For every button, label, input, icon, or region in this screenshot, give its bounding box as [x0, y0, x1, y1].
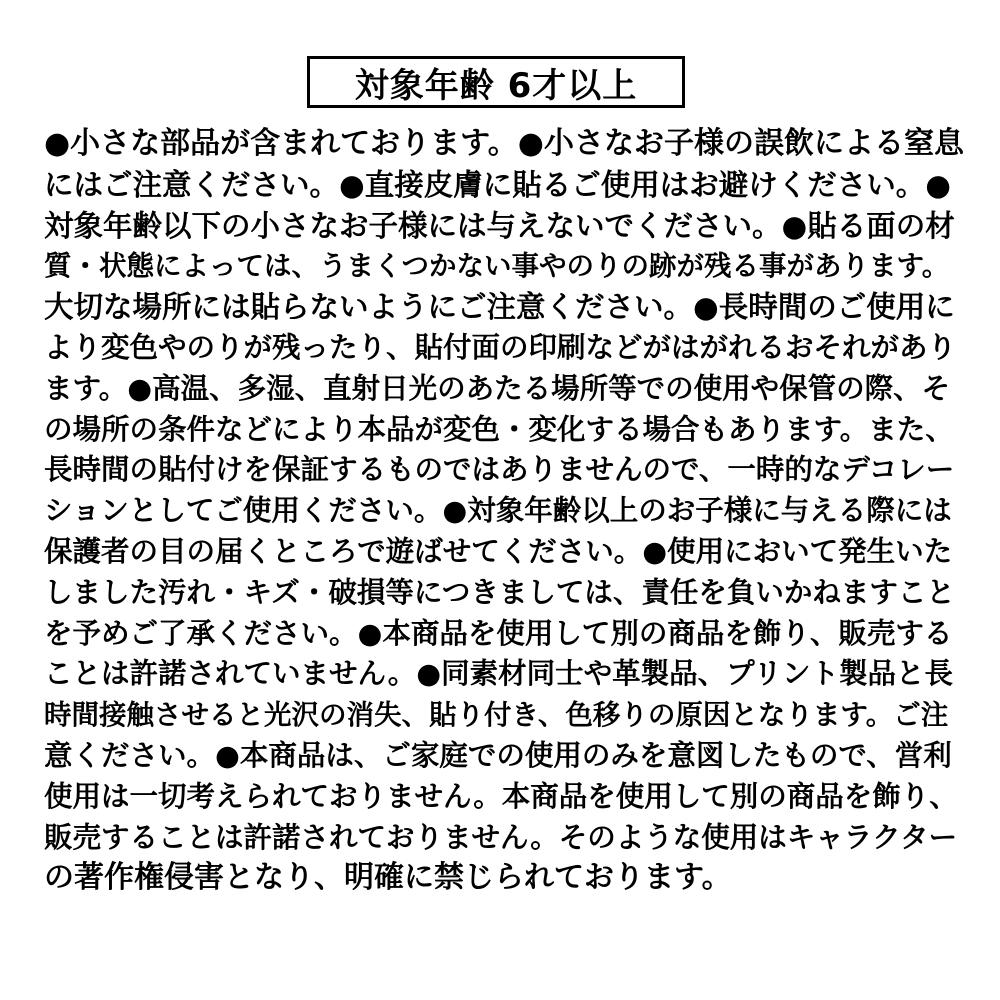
- notice-line: ことは許諾されていません。●同素材同士や革製品、プリント製品と長: [44, 657, 953, 691]
- notice-line: 意ください。●本商品は、ご家庭での使用のみを意図したもので、営利: [44, 738, 952, 772]
- notice-line: 大切な場所には貼らないようにご注意ください。●長時間のご使用に: [44, 290, 955, 325]
- notice-line: 販売することは許諾されておりません。そのような使用はキャラクター: [44, 820, 958, 854]
- notice-line: 時間接触させると光沢の消失、貼り付き、色移りの原因となります。ご注: [44, 699, 949, 732]
- notice-line: 対象年齢以下の小さなお子様には与えないでください。●貼る面の材: [44, 208, 955, 243]
- notice-line: の著作権侵害となり、明確に禁じられております。: [44, 860, 732, 896]
- notice-line: より変色やのりが残ったり、貼付面の印刷などがはがれるおそれがあり: [44, 330, 957, 364]
- notice-line: しました汚れ・キズ・破損等につきましては、責任を負いかねますこと: [44, 575, 955, 609]
- age-label-box: [307, 56, 685, 108]
- notice-line: を予めご了承ください。●本商品を使用して別の商品を飾り、販売する: [44, 616, 953, 650]
- notice-line: 使用は一切考えられておりません。本商品を使用して別の商品を飾り、: [44, 779, 958, 813]
- age-label: 対象年齢 6才以上: [354, 65, 638, 106]
- notice-line: ●小さな部品が含まれております。●小さなお子様の誤飲による窒息: [44, 126, 964, 161]
- notice-line: 質・状態によっては、うまくつかない事やのりの跡が残る事があります。: [44, 250, 950, 283]
- notice-line: ションとしてご使用ください。●対象年齢以上のお子様に与える際には: [44, 494, 952, 528]
- notice-line: 長時間の貼付けを保証するものではありませんので、一時的なデコレー: [44, 453, 955, 487]
- notice-line: 保護者の目の届くところで遊ばせてください。●使用において発生いた: [44, 534, 953, 568]
- notice-line: ます。●高温、多湿、直射日光のあたる場所等での使用や保管の際、そ: [44, 371, 951, 405]
- notice-line: の場所の条件などにより本品が変色・変化する場合もあります。また、: [44, 412, 954, 446]
- notice-line: にはご注意ください。●直接皮膚に貼るご使用はお避けください。●: [44, 167, 951, 202]
- caution-notice: [44, 124, 964, 899]
